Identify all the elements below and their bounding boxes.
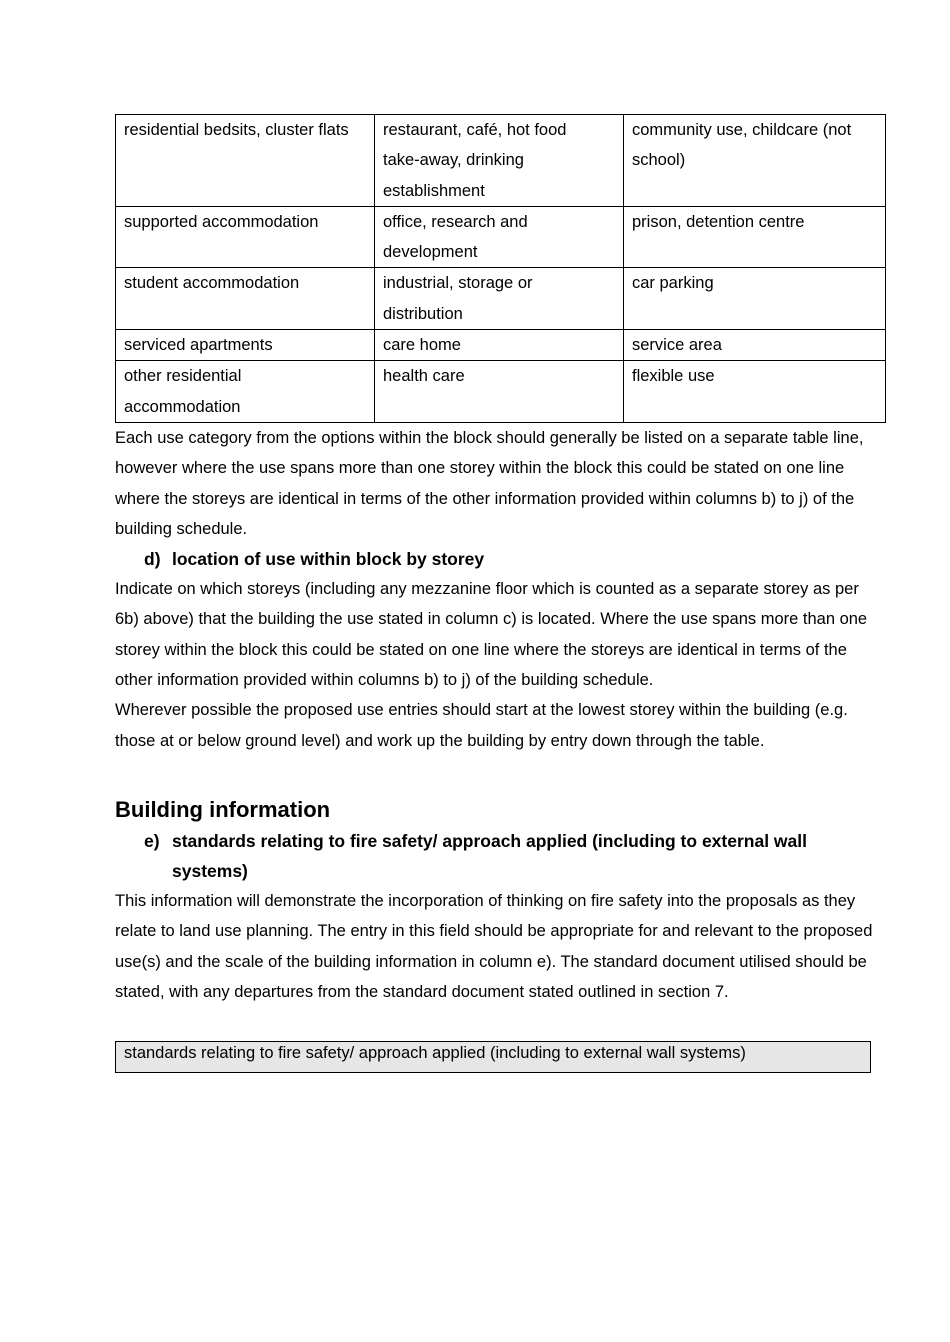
table-row	[116, 330, 886, 361]
use-category-paragraph: Each use category from the options within the block should generally be listed on a separate table line, however where the use spans more than one storey within the block this could be stated on one line where the storeys are identical in terms of the other information provided within columns b) to j) of the building schedule.	[115, 428, 864, 538]
table-cell: community use, childcare (not school)	[624, 115, 886, 207]
section-title: Building information	[115, 796, 331, 822]
heading-label: e)	[144, 830, 160, 851]
table-cell: supported accommodation	[116, 206, 375, 268]
table-cell: health care	[375, 361, 624, 423]
table-row	[116, 115, 886, 207]
table-cell: serviced apartments	[116, 330, 375, 361]
table-cell: other residential accommodation	[116, 361, 375, 423]
table-cell: care home	[375, 330, 624, 361]
table-cell: car parking	[624, 268, 886, 330]
table-cell: restaurant, café, hot food take-away, drinking establishment	[375, 115, 624, 207]
table-cell: residential bedsits, cluster flats	[116, 115, 375, 207]
document-page	[115, 114, 885, 1073]
heading-text: standards relating to fire safety/ approach applied (including to external wall systems)	[172, 830, 807, 881]
table-row	[116, 268, 886, 330]
heading-fire-safety	[115, 826, 885, 886]
table-cell: flexible use	[624, 361, 886, 423]
table-cell: prison, detention centre	[624, 206, 886, 268]
heading-label: d)	[144, 549, 161, 570]
heading-text: location of use within block by storey	[172, 549, 485, 570]
location-paragraph: Indicate on which storeys (including any mezzanine floor which is counted as a separate storey as per 6b) above) that the building the use stated in column c) is located. Where the use spans more than one storey within the block this could be stated on one line where the storeys are identical in terms of the other information provided within columns b) to j) of the building schedule.	[115, 580, 868, 690]
heading-location-of-use	[115, 544, 885, 574]
fire-safety-field-box: standards relating to fire safety/ approach applied (including to external wall systems)	[115, 1041, 871, 1073]
table-cell: service area	[624, 330, 886, 361]
table-cell: student accommodation	[116, 268, 375, 330]
table-cell: industrial, storage or distribution	[375, 268, 624, 330]
table-row	[116, 361, 886, 423]
fire-safety-paragraph: This information will demonstrate the incorporation of thinking on fire safety into the proposals as they relate to land use planning. The entry in this field should be appropriate for and relevant to the proposed use(s) and the scale of the building information in column e). The standard document utilised should be stated, with any departures from the standard document stated outlined in section 7.	[115, 891, 873, 1001]
location-paragraph-2: Wherever possible the proposed use entries should start at the lowest storey within the building (e.g. those at or below ground level) and work up the building by entry down through the table.	[115, 701, 848, 750]
table-row	[116, 206, 886, 268]
table-cell: office, research and development	[375, 206, 624, 268]
use-category-table	[115, 114, 886, 423]
